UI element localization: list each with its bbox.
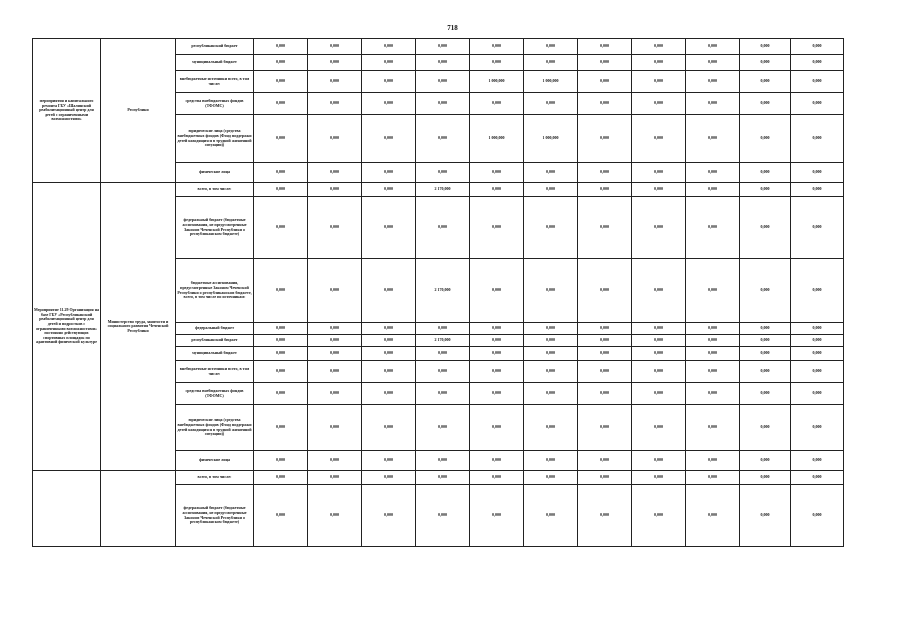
value-cell: 0,000 (308, 183, 362, 197)
value-cell: 0,000 (254, 55, 308, 71)
value-cell: 0,000 (470, 323, 524, 335)
value-cell: 0,000 (308, 115, 362, 163)
source-cell: средства внебюджетных фондов (ТФОМС) (176, 383, 254, 405)
value-cell: 0,000 (686, 347, 740, 361)
program-cell: мероприятия и капитального ремонта ГБУ «Шалинский реабилитационный центр для детей с ограниченными возможностями» (33, 39, 101, 183)
value-cell: 0,000 (686, 323, 740, 335)
value-cell: 0,000 (632, 115, 686, 163)
value-cell: 0,000 (308, 335, 362, 347)
value-cell: 0,000 (524, 485, 578, 547)
table-row (33, 39, 844, 55)
value-cell: 0,000 (686, 55, 740, 71)
value-cell: 0,000 (416, 163, 470, 183)
source-cell: федеральный бюджет (бюджетные ассигнования, не предусмотренные Законом Чеченской Республики о республиканском бюджете) (176, 197, 254, 259)
value-cell: 0,000 (632, 163, 686, 183)
value-cell: 0,000 (632, 93, 686, 115)
value-cell: 0,000 (308, 39, 362, 55)
value-cell: 0,000 (740, 163, 791, 183)
value-cell: 0,000 (578, 347, 632, 361)
value-cell: 0,000 (791, 197, 844, 259)
source-cell: республиканский бюджет (176, 335, 254, 347)
value-cell: 0,000 (791, 71, 844, 93)
source-cell: бюджетные ассигнования, предусмотренные Законом Чеченской Республики о республиканском бюджете, всего, в том числе по источникам: (176, 259, 254, 323)
value-cell: 0,000 (470, 197, 524, 259)
value-cell: 0,000 (308, 197, 362, 259)
value-cell: 0,000 (578, 93, 632, 115)
value-cell: 0,000 (578, 71, 632, 93)
value-cell: 0,000 (632, 405, 686, 451)
value-cell: 0,000 (416, 405, 470, 451)
value-cell: 0,000 (308, 163, 362, 183)
value-cell: 0,000 (416, 485, 470, 547)
value-cell: 0,000 (686, 405, 740, 451)
value-cell: 0,000 (791, 451, 844, 471)
value-cell: 0,000 (416, 71, 470, 93)
value-cell: 0,000 (254, 71, 308, 93)
source-cell: внебюджетные источники всего, в том числе: (176, 361, 254, 383)
value-cell: 0,000 (791, 39, 844, 55)
value-cell: 0,000 (791, 55, 844, 71)
value-cell: 0,000 (416, 347, 470, 361)
value-cell: 0,000 (632, 471, 686, 485)
source-cell: республиканский бюджет (176, 39, 254, 55)
value-cell: 0,000 (254, 405, 308, 451)
value-cell: 0,000 (362, 485, 416, 547)
executor-cell: Республики (101, 39, 176, 183)
value-cell: 0,000 (254, 197, 308, 259)
value-cell: 0,000 (578, 361, 632, 383)
value-cell: 0,000 (740, 55, 791, 71)
value-cell: 0,000 (791, 335, 844, 347)
value-cell: 0,000 (740, 361, 791, 383)
value-cell: 0,000 (791, 163, 844, 183)
value-cell: 0,000 (308, 93, 362, 115)
value-cell: 2 170,000 (416, 183, 470, 197)
value-cell: 0,000 (308, 361, 362, 383)
value-cell: 0,000 (254, 163, 308, 183)
value-cell: 0,000 (416, 197, 470, 259)
funding-table (32, 38, 844, 547)
value-cell: 0,000 (578, 259, 632, 323)
value-cell: 0,000 (740, 383, 791, 405)
value-cell: 0,000 (470, 471, 524, 485)
value-cell: 0,000 (791, 471, 844, 485)
source-cell: федеральный бюджет (176, 323, 254, 335)
value-cell: 0,000 (470, 347, 524, 361)
value-cell: 0,000 (578, 485, 632, 547)
value-cell: 0,000 (524, 451, 578, 471)
value-cell: 0,000 (686, 471, 740, 485)
value-cell: 0,000 (308, 471, 362, 485)
source-cell: юридические лица (средства внебюджетных фондов (Фонд поддержки детей находящихся в трудной жизненной ситуации)) (176, 405, 254, 451)
value-cell: 0,000 (254, 93, 308, 115)
value-cell: 0,000 (470, 55, 524, 71)
page-number: 718 (447, 24, 458, 32)
value-cell: 0,000 (362, 55, 416, 71)
value-cell: 0,000 (308, 323, 362, 335)
value-cell: 0,000 (686, 163, 740, 183)
value-cell: 0,000 (686, 115, 740, 163)
value-cell: 0,000 (686, 259, 740, 323)
value-cell: 0,000 (524, 335, 578, 347)
value-cell: 0,000 (524, 93, 578, 115)
value-cell: 0,000 (470, 405, 524, 451)
value-cell: 0,000 (524, 39, 578, 55)
value-cell: 0,000 (362, 71, 416, 93)
source-cell: внебюджетные источники всего, в том числе: (176, 71, 254, 93)
value-cell: 0,000 (416, 323, 470, 335)
value-cell: 0,000 (740, 39, 791, 55)
value-cell: 0,000 (632, 361, 686, 383)
source-cell: федеральный бюджет (бюджетные ассигнования, не предусмотренные Законом Чеченской Республики о республиканском бюджете) (176, 485, 254, 547)
value-cell: 0,000 (791, 485, 844, 547)
value-cell: 0,000 (524, 55, 578, 71)
value-cell: 0,000 (578, 197, 632, 259)
value-cell: 0,000 (470, 383, 524, 405)
value-cell: 0,000 (416, 39, 470, 55)
value-cell: 0,000 (632, 347, 686, 361)
value-cell: 0,000 (578, 183, 632, 197)
value-cell: 0,000 (632, 451, 686, 471)
value-cell: 0,000 (524, 259, 578, 323)
value-cell: 0,000 (470, 259, 524, 323)
value-cell: 0,000 (362, 323, 416, 335)
value-cell: 0,000 (362, 115, 416, 163)
value-cell: 0,000 (740, 93, 791, 115)
value-cell: 0,000 (791, 361, 844, 383)
value-cell: 0,000 (740, 115, 791, 163)
value-cell: 0,000 (632, 485, 686, 547)
value-cell: 0,000 (254, 485, 308, 547)
value-cell: 1 000,000 (470, 115, 524, 163)
value-cell: 0,000 (416, 361, 470, 383)
value-cell: 0,000 (362, 93, 416, 115)
executor-cell: Министерство труда, занятости и социального развития Чеченской Республики (101, 183, 176, 471)
source-cell: всего, в том числе: (176, 471, 254, 485)
value-cell: 0,000 (470, 361, 524, 383)
value-cell: 1 000,000 (524, 115, 578, 163)
value-cell: 0,000 (524, 163, 578, 183)
source-cell: физические лица (176, 451, 254, 471)
value-cell: 0,000 (416, 93, 470, 115)
value-cell: 0,000 (524, 323, 578, 335)
value-cell: 0,000 (578, 471, 632, 485)
value-cell: 0,000 (254, 115, 308, 163)
value-cell: 0,000 (308, 347, 362, 361)
value-cell: 0,000 (308, 485, 362, 547)
value-cell: 1 000,000 (524, 71, 578, 93)
value-cell: 0,000 (686, 71, 740, 93)
value-cell: 2 170,000 (416, 335, 470, 347)
value-cell: 0,000 (632, 55, 686, 71)
source-cell: муниципальный бюджет (176, 55, 254, 71)
source-cell: всего, в том числе: (176, 183, 254, 197)
value-cell: 0,000 (308, 451, 362, 471)
value-cell: 0,000 (362, 163, 416, 183)
value-cell: 0,000 (740, 259, 791, 323)
value-cell: 0,000 (578, 323, 632, 335)
value-cell: 0,000 (740, 335, 791, 347)
value-cell: 0,000 (632, 383, 686, 405)
value-cell: 0,000 (740, 405, 791, 451)
source-cell: муниципальный бюджет (176, 347, 254, 361)
value-cell: 0,000 (740, 71, 791, 93)
value-cell: 0,000 (686, 183, 740, 197)
value-cell: 0,000 (524, 183, 578, 197)
value-cell: 0,000 (740, 485, 791, 547)
value-cell: 0,000 (362, 335, 416, 347)
value-cell: 0,000 (470, 485, 524, 547)
value-cell: 0,000 (686, 485, 740, 547)
value-cell: 0,000 (632, 197, 686, 259)
value-cell: 0,000 (416, 383, 470, 405)
value-cell: 0,000 (686, 93, 740, 115)
value-cell: 0,000 (524, 361, 578, 383)
value-cell: 0,000 (362, 183, 416, 197)
value-cell: 0,000 (362, 383, 416, 405)
value-cell: 0,000 (740, 323, 791, 335)
value-cell: 0,000 (416, 471, 470, 485)
value-cell: 0,000 (686, 39, 740, 55)
value-cell: 0,000 (416, 115, 470, 163)
value-cell: 0,000 (791, 405, 844, 451)
value-cell: 0,000 (632, 39, 686, 55)
value-cell: 0,000 (362, 39, 416, 55)
value-cell: 0,000 (362, 259, 416, 323)
value-cell: 0,000 (578, 335, 632, 347)
value-cell: 0,000 (524, 471, 578, 485)
value-cell: 1 000,000 (470, 71, 524, 93)
value-cell: 0,000 (470, 39, 524, 55)
value-cell: 0,000 (254, 335, 308, 347)
value-cell: 0,000 (308, 383, 362, 405)
value-cell: 0,000 (686, 197, 740, 259)
value-cell: 0,000 (254, 347, 308, 361)
value-cell: 0,000 (740, 451, 791, 471)
value-cell: 0,000 (254, 361, 308, 383)
value-cell: 0,000 (578, 163, 632, 183)
executor-cell (101, 471, 176, 547)
value-cell: 0,000 (791, 347, 844, 361)
value-cell: 0,000 (740, 183, 791, 197)
value-cell: 0,000 (791, 93, 844, 115)
table-row (33, 471, 844, 485)
value-cell: 0,000 (308, 55, 362, 71)
value-cell: 0,000 (791, 383, 844, 405)
value-cell: 0,000 (254, 183, 308, 197)
value-cell: 0,000 (362, 197, 416, 259)
value-cell: 2 170,000 (416, 259, 470, 323)
value-cell: 0,000 (524, 405, 578, 451)
value-cell: 0,000 (578, 39, 632, 55)
value-cell: 0,000 (470, 183, 524, 197)
program-cell: Мероприятие 11.29 Организация на базе ГБУ «Республиканский реабилитационный центр для детей и подростков с ограниченными возможностями» постоянно действующих спортивных площадок по адаптивной физической культуре (33, 183, 101, 471)
table-row (33, 183, 844, 197)
value-cell: 0,000 (632, 183, 686, 197)
value-cell: 0,000 (308, 71, 362, 93)
value-cell: 0,000 (254, 39, 308, 55)
value-cell: 0,000 (686, 383, 740, 405)
source-cell: средства внебюджетных фондов (ТФОМС) (176, 93, 254, 115)
value-cell: 0,000 (740, 471, 791, 485)
source-cell: юридические лица (средства внебюджетных фондов (Фонд поддержки детей находящихся в трудной жизненной ситуации)) (176, 115, 254, 163)
value-cell: 0,000 (791, 115, 844, 163)
value-cell: 0,000 (362, 471, 416, 485)
value-cell: 0,000 (686, 361, 740, 383)
value-cell: 0,000 (362, 347, 416, 361)
value-cell: 0,000 (254, 383, 308, 405)
value-cell: 0,000 (632, 323, 686, 335)
value-cell: 0,000 (308, 259, 362, 323)
value-cell: 0,000 (524, 197, 578, 259)
value-cell: 0,000 (416, 451, 470, 471)
value-cell: 0,000 (362, 451, 416, 471)
program-cell (33, 471, 101, 547)
value-cell: 0,000 (362, 405, 416, 451)
value-cell: 0,000 (632, 335, 686, 347)
value-cell: 0,000 (416, 55, 470, 71)
value-cell: 0,000 (578, 383, 632, 405)
value-cell: 0,000 (740, 197, 791, 259)
value-cell: 0,000 (578, 451, 632, 471)
value-cell: 0,000 (308, 405, 362, 451)
value-cell: 0,000 (470, 163, 524, 183)
value-cell: 0,000 (740, 347, 791, 361)
value-cell: 0,000 (686, 451, 740, 471)
value-cell: 0,000 (254, 451, 308, 471)
value-cell: 0,000 (254, 471, 308, 485)
value-cell: 0,000 (524, 383, 578, 405)
value-cell: 0,000 (254, 323, 308, 335)
value-cell: 0,000 (362, 361, 416, 383)
value-cell: 0,000 (470, 335, 524, 347)
value-cell: 0,000 (524, 347, 578, 361)
value-cell: 0,000 (632, 259, 686, 323)
source-cell: физические лица (176, 163, 254, 183)
value-cell: 0,000 (791, 259, 844, 323)
value-cell: 0,000 (791, 323, 844, 335)
value-cell: 0,000 (578, 115, 632, 163)
value-cell: 0,000 (578, 405, 632, 451)
value-cell: 0,000 (578, 55, 632, 71)
value-cell: 0,000 (470, 93, 524, 115)
value-cell: 0,000 (254, 259, 308, 323)
value-cell: 0,000 (632, 71, 686, 93)
value-cell: 0,000 (686, 335, 740, 347)
value-cell: 0,000 (791, 183, 844, 197)
value-cell: 0,000 (470, 451, 524, 471)
